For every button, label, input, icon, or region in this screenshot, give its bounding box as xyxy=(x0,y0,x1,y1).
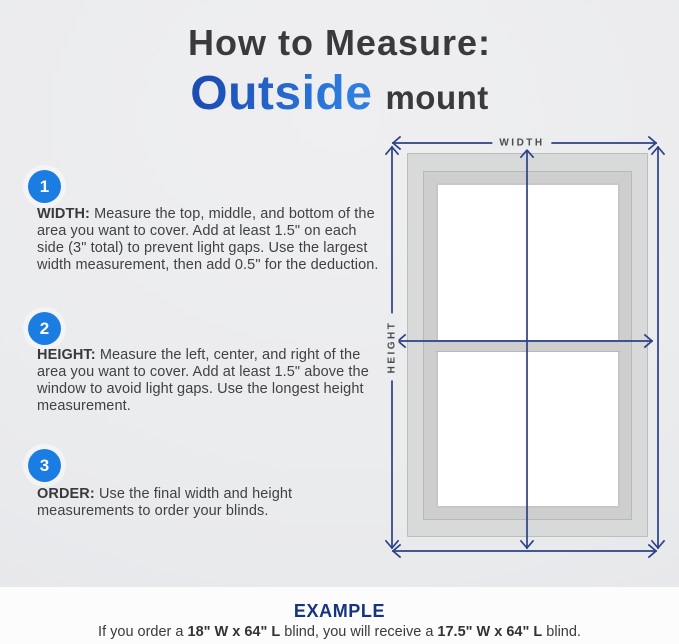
step-3-number: 3 xyxy=(39,455,50,475)
height-dimension-label: HEIGHT xyxy=(386,314,399,381)
example-heading: EXAMPLE xyxy=(293,601,386,621)
step-3-body: Use the final width and height measurements to order your blinds. xyxy=(37,486,293,519)
page-title xyxy=(0,22,679,121)
step-2-instructions xyxy=(37,347,383,415)
example-suffix: blind. xyxy=(542,624,581,640)
step-3-label: ORDER: xyxy=(37,486,95,502)
step-1-instructions xyxy=(37,206,383,274)
width-arrow-bottom xyxy=(393,545,656,557)
title-line1: How to Measure: xyxy=(187,22,492,63)
step-2-label: HEIGHT: xyxy=(37,347,96,363)
step-1-number: 1 xyxy=(39,176,50,196)
example-prefix: If you order a xyxy=(98,624,188,640)
height-arrow-center xyxy=(521,150,533,548)
title-line2 xyxy=(0,66,679,121)
height-arrow-right xyxy=(652,147,664,548)
width-arrow-middle xyxy=(398,335,652,347)
step-2-number: 2 xyxy=(39,318,50,338)
example-sentence xyxy=(0,624,679,640)
window-measurement-diagram xyxy=(383,128,679,564)
step-1-label: WIDTH: xyxy=(37,206,90,222)
measurement-arrows xyxy=(383,128,679,564)
example-received-size: 17.5" W x 64" L xyxy=(437,624,543,640)
example-ordered-size: 18" W x 64" L xyxy=(187,624,281,640)
step-1-number-badge xyxy=(28,170,61,203)
step-2-number-badge xyxy=(28,312,61,345)
step-3-instructions xyxy=(37,486,383,520)
title-highlight-outside: Outside xyxy=(190,67,373,120)
example-middle: blind, you will receive a xyxy=(280,624,438,640)
step-1-body: Measure the top, middle, and bottom of the area you want to cover. Add at least 1.5" on each side (3" total) to prevent light gaps. Use the largest width measurement, then add 0.5" for the deduction. xyxy=(37,206,379,273)
width-dimension-label: WIDTH xyxy=(492,137,551,150)
step-3-number-badge xyxy=(28,449,61,482)
step-2-body: Measure the left, center, and right of the area you want to cover. Add at least 1.5" above the window to avoid light gaps. Use the longest height measurement. xyxy=(37,347,369,414)
title-mount-text: mount xyxy=(385,79,489,116)
